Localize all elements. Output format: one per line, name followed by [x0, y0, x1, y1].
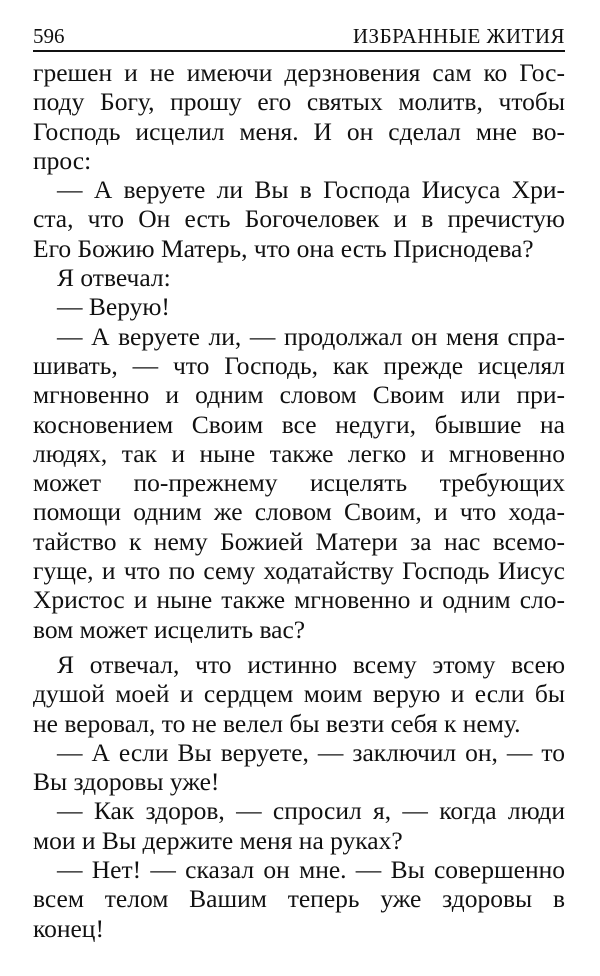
running-header: [33, 22, 565, 52]
text-line: вом может исцелить вас?: [33, 614, 306, 644]
text-line: — А если Вы веруете, — заключил он, — то: [57, 737, 565, 767]
text-line: конец!: [33, 913, 104, 943]
text-line: — Верую!: [57, 292, 170, 322]
text-line: — А веруете ли Вы в Господа Иисуса Хри-: [57, 175, 565, 205]
text-line: мгновенно и одним словом Своим или при-: [33, 380, 565, 410]
text-line: всем телом Вашим теперь уже здоровы в: [33, 884, 565, 914]
text-line: гуще, и что по сему ходатайству Господь Иисус: [33, 556, 565, 586]
text-line: — Как здоров, — спросил я, — когда люди: [57, 796, 565, 826]
text-line: шивать, — что Господь, как прежде исцелял: [33, 350, 565, 380]
text-line: мои и Вы держите меня на руках?: [33, 825, 403, 855]
text-line: Христос и ныне также мгновенно и одним сло-: [33, 585, 565, 615]
text-line: косновением Своим все недуги, бывшие на: [33, 409, 565, 439]
text-line: грешен и не имеючи дерзновения сам ко Гос-: [33, 58, 565, 87]
text-line: может по-прежнему исцелять требующих: [33, 468, 565, 498]
text-line: не веровал, то не велел бы везти себя к нему.: [33, 708, 521, 738]
text-line: ста, что Он есть Богочеловек и в пречистую: [33, 204, 565, 234]
text-line: Я отвечал:: [57, 263, 171, 293]
page-number: 596: [33, 24, 65, 48]
text-line: Вы здоровы уже!: [33, 767, 220, 797]
text-line: помощи одним же словом Своим, и что хода-: [33, 497, 565, 527]
running-title: ИЗБРАННЫЕ ЖИТИЯ: [352, 24, 565, 48]
page-body-text: [33, 58, 565, 943]
text-line: Господь исцелил меня. И он сделал мне во-: [33, 116, 565, 146]
text-line: тайство к нему Божией Матери за нас всемо-: [33, 526, 565, 556]
text-line: Я отвечал, что истинно всему этому всею: [57, 649, 565, 679]
text-line: прос:: [33, 145, 92, 175]
text-line: поду Богу, прошу его святых молитв, чтобы: [33, 87, 565, 117]
text-line: — Нет! — сказал он мне. — Вы совершенно: [57, 855, 565, 885]
text-line: — А веруете ли, — продолжал он меня спра-: [57, 321, 565, 351]
text-line: душой моей и сердцем моим верую и если бы: [33, 679, 565, 709]
text-line: людях, так и ныне также легко и мгновенно: [33, 438, 565, 468]
text-line: Его Божию Матерь, что она есть Приснодева?: [33, 233, 534, 263]
